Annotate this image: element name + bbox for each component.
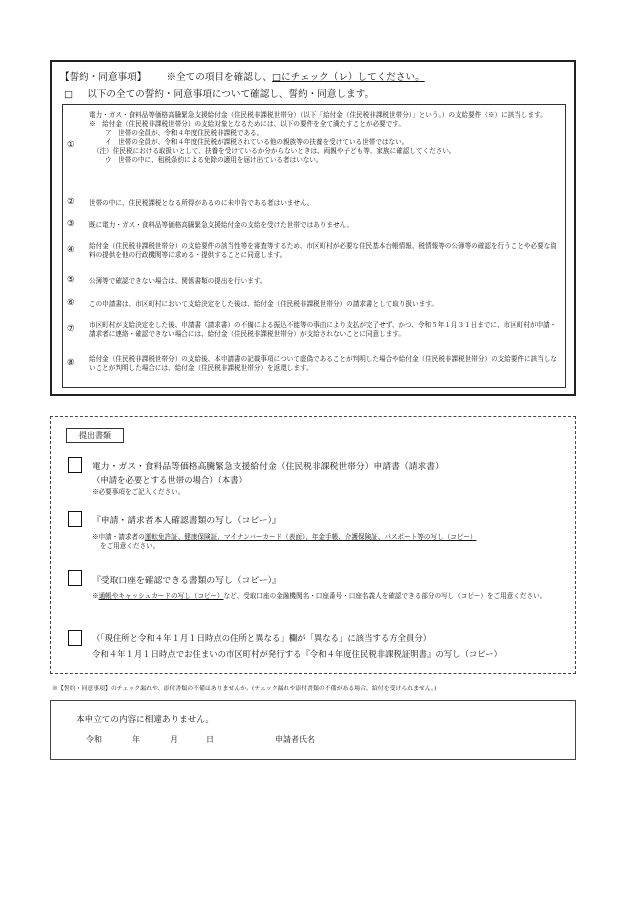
item-subtext: ア 世帯の全員が、令和４年度住民税非課税である。 (105, 128, 264, 137)
doc3-note-underlined: 通帳やキャッシュカードの写し（コピー） (98, 592, 224, 600)
agree-all-checkbox[interactable]: □ (64, 89, 74, 100)
applicant-name-label: 申請者氏名 (275, 735, 315, 744)
doc2-title: 『申請・請求者本人確認書類の写し（コピー）』 (92, 516, 281, 526)
item-subtext: イ 世帯の全員が、令和４年度住民税が課税されている他の親族等の扶養を受けている世帯ではない。 (105, 137, 409, 146)
doc1-subtitle: （申請を必要とする世帯の場合）（本書） (92, 475, 247, 485)
doc1-checkbox[interactable] (68, 457, 82, 473)
pledge-title: 【誓約・同意事項】 (60, 72, 147, 83)
pledge-items-box (62, 104, 566, 388)
item-number: ⑤ (67, 275, 75, 285)
doc4-line2: 令和４年１月１日時点でお住まいの市区町村が発行する『令和４年度住民税非課税証明書』の写し（コピー） (92, 649, 503, 659)
item-text: 電力・ガス・食料品等価格高騰緊急支援給付金（住民税非課税世帯分）（以下「給付金（住民税非課税世帯分）」という。）の支給要件（※）に該当します。 (89, 111, 547, 119)
doc2-note (92, 533, 562, 551)
doc3-note-suffix: など、受取口座の金融機関名・口座番号・口座名義人を確認できる部分の写し（コピー）をご用意ください。 (223, 592, 547, 600)
item-number: ① (67, 140, 75, 150)
doc2-note-prefix: ※申請・請求者の (92, 533, 145, 541)
pledge-instruction-check: □にチェック（レ）してください。 (272, 72, 425, 83)
item-text: 給付金（住民税非課税世帯分）の支給要件の該当性等を審査等するため、市区町村が必要な住民基本台帳情報、税情報等の公簿等の確認を行うことや必要な資料の提供を他の行政機関等に求める・提供することに同意します。 (89, 242, 557, 259)
doc2-checkbox[interactable] (68, 511, 82, 527)
doc4-checkbox[interactable] (68, 630, 82, 646)
date-day[interactable]: 日 (206, 735, 214, 744)
item-text: 市区町村が支給決定をした後、申請書（請求書）の不備による振込不能等の事由により支払が完了せず、かつ、令和５年１月３１日までに、市区町村が申請・請求者に連絡・確認できない場合には、給付金（住民税非課税世帯分）が支給されないことに同意します。 (89, 321, 557, 338)
agree-all-label: 以下の全ての誓約・同意事項について確認し、誓約・同意します。 (87, 89, 375, 100)
item-number: ⑧ (67, 358, 75, 368)
doc3-note-prefix: ※ (92, 592, 99, 600)
doc1-title: 電力・ガス・食料品等価格高騰緊急支援給付金（住民税非課税世帯分）申請書（請求書） (92, 462, 444, 472)
agree-all-row[interactable] (64, 86, 374, 100)
confirmation-statement: 本申立ての内容に相違ありません。 (76, 715, 215, 725)
doc4-line1: （「現住所と令和４年１月１日時点の住所と異なる」欄が「異なる」に該当する方全員分） (92, 633, 432, 643)
doc3-checkbox[interactable] (68, 570, 82, 586)
confirmation-box (50, 700, 576, 760)
item-subtext: ウ 世帯の中に、租税条約による免除の適用を届け出ている者はいない。 (105, 155, 323, 164)
item-number: ③ (67, 219, 75, 229)
doc2-note-underlined: 運転免許証、健康保険証、マイナンバーカード（表面）、年金手帳、介護保険証、パスポート等の写し（コピー） (144, 533, 477, 541)
item-number: ② (67, 197, 75, 207)
item-text: 世帯の中に、住民税課税となる所得があるのに未申告である者はいません。 (89, 199, 314, 207)
item-text: 公簿等で確認できない場合は、関係書類の提出を行います。 (89, 277, 267, 285)
item-number: ④ (67, 245, 75, 255)
date-era: 令和 (86, 735, 102, 744)
pledge-instruction: ※全ての項目を確認し、 (166, 72, 272, 83)
item-number: ⑦ (67, 324, 75, 334)
item-subtext: （注）住民税における取扱いとして、扶養を受けているか分からないときは、両親や子ども等、家族に確認してください。 (93, 146, 456, 155)
item-number: ⑥ (67, 298, 75, 308)
doc2-note-suffix: をご用意ください。 (100, 541, 160, 550)
footnote: ※【誓約・同意事項】のチェック漏れや、添付書類の不備はありませんか。(チェック漏れや添付書類の不備がある場合、給付を受けられません。) (52, 686, 437, 692)
pledge-header (60, 69, 425, 83)
item-text: ※ 給付金（住民税非課税世帯分）の支給対象となるためには、以下の要件を全て満たすことが必要です。 (89, 119, 405, 128)
doc1-note: ※必要事項をご記入ください。 (92, 488, 185, 496)
documents-label: 提出書類 (66, 428, 124, 443)
item-text: 給付金（住民税非課税世帯分）の支給後、本申請書の記載事項について虚偽であることが判明した場合や給付金（住民税非課税世帯分）の支給要件に該当しないことが判明した場合には、給付金（住民税非課税世帯分）を返還します。 (89, 355, 558, 372)
item-text: 既に電力・ガス・食料品等価格高騰緊急支援給付金の支給を受けた世帯ではありません。 (89, 221, 354, 229)
doc3-title: 『受取口座を確認できる書類の写し（コピー）』 (92, 576, 281, 586)
date-year[interactable]: 年 (132, 735, 140, 744)
doc3-note (92, 592, 562, 601)
date-month[interactable]: 月 (170, 735, 178, 744)
item-text: この申請書は、市区町村において支給決定をした後は、給付金（住民税非課税世帯分）の請求書として取り扱います。 (89, 300, 438, 308)
